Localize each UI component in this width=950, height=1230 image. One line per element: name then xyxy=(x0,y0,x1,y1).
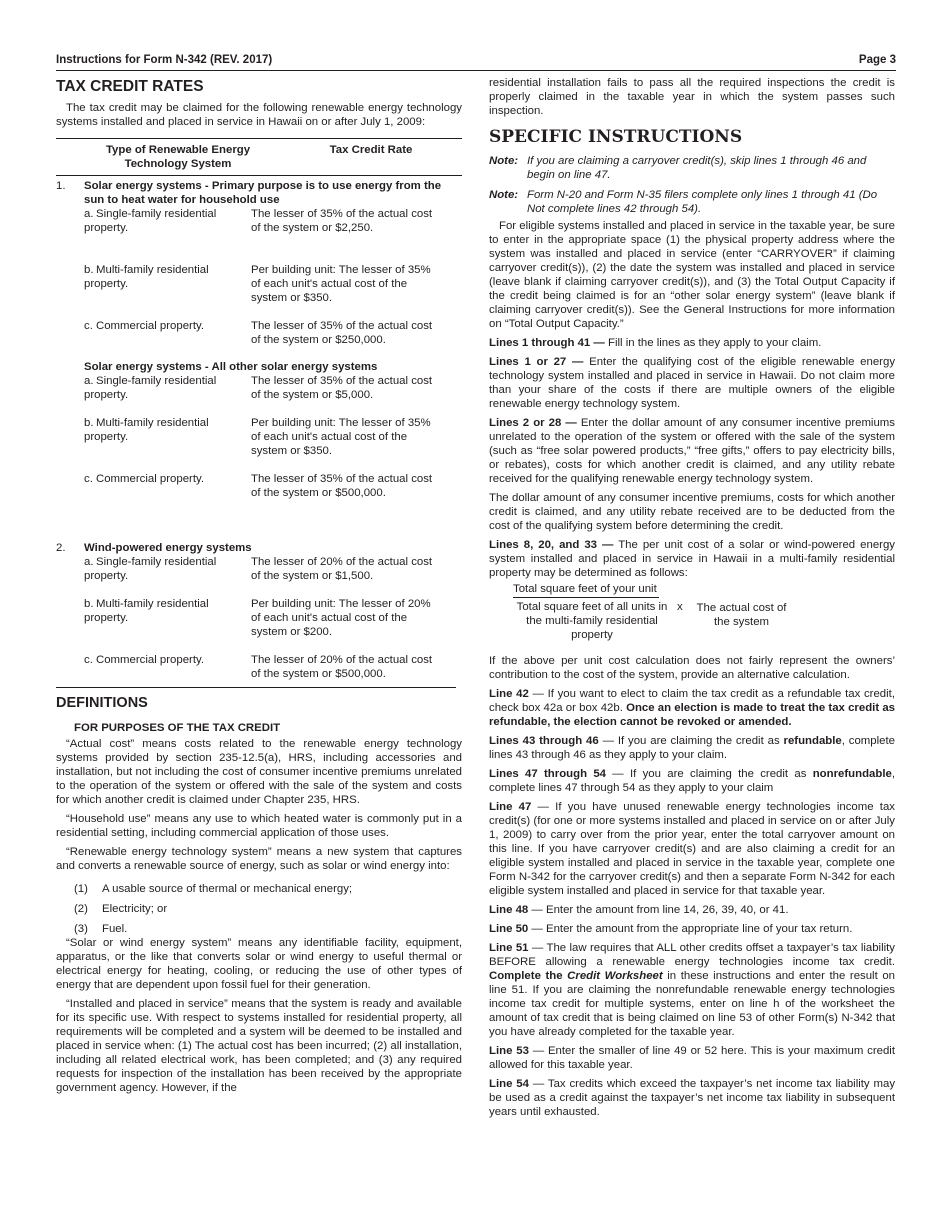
line-emphasis: refundable xyxy=(783,735,842,747)
note-text: Form N-20 and Form N-35 filers complete only lines 1 through 41 (Do Not complete lines 42 through 54). xyxy=(527,189,878,215)
form-title: Instructions for Form N-342 (REV. 2017) xyxy=(56,54,273,66)
line-text: — If you want to elect to claim the tax credit as a refundable tax credit, check box 42a or box 42b. xyxy=(489,688,895,714)
unit-cost-formula xyxy=(489,582,895,644)
line-text: Enter the dollar amount of any consumer incentive premiums unrelated to the operation of the system or offered with the sale of the system (such as “free solar powered products,” “free gifts,” offers to pay electricity bills, or rebates), costs for which another credit is claimed, and any utility rebate received for the qualifying renewable energy technology system. xyxy=(489,417,895,485)
line-label: Lines 47 through 54 xyxy=(489,768,606,780)
line-label: Line 48 xyxy=(489,904,529,916)
rate-group-solar-water xyxy=(56,179,462,347)
row-rate: Per building unit: The lesser of 35% of each unit's actual cost of the system or $350. xyxy=(251,264,431,304)
header-rule xyxy=(56,70,896,71)
note-label: Note: xyxy=(489,155,519,167)
formula-actual-cost: The actual cost of the system xyxy=(696,602,787,628)
page-number: Page 3 xyxy=(858,54,896,66)
def-actual-cost: “Actual cost” means costs related to the renewable energy technology systems provided by section 235-12.5(a), HRS, including accessories and installation, but not including the cost of consumer incentive premiums unrelated to the operation of the system or offered with the sale of the system and costs for which another credit is claimed under Chapter 235, HRS. xyxy=(56,738,462,806)
rate-row xyxy=(56,555,462,583)
line-emphasis: nonrefundable xyxy=(812,768,892,780)
def-renewable-system: “Renewable energy technology system” means a new system that captures and converts a renewable source of energy, such as solar or wind energy into: xyxy=(56,846,462,872)
rates-title: TAX CREDIT RATES xyxy=(56,78,204,95)
line-text: The per unit cost of a solar or wind-powered energy system installed and placed in service in Hawaii in a multi-family residential property may be determined as follows: xyxy=(489,539,895,579)
list-item xyxy=(74,902,462,916)
line-47-54 xyxy=(489,767,895,795)
list-text: Electricity; or xyxy=(102,903,168,915)
specific-title: SPECIFIC INSTRUCTIONS xyxy=(489,127,743,147)
left-column xyxy=(56,76,462,1095)
row-letter: c. xyxy=(84,473,93,485)
group-number: 2. xyxy=(56,542,66,554)
line-text: — Tax credits which exceed the taxpayer’s net income tax liability may be used as a credit against the taxpayer’s net income tax liability in subsequent years until exhausted. xyxy=(489,1078,896,1118)
line-50 xyxy=(489,922,895,936)
list-number: (3) xyxy=(74,923,88,935)
line-label: Lines 8, 20, and 33 — xyxy=(489,539,614,551)
def-solar-wind-system: “Solar or wind energy system” means any identifiable facility, equipment, apparatus, or the like that converts solar or wind energy to useful thermal or electrical energy for heating, cooling, or reducing the use of other types of energy that are dependent upon fossil fuel for their generation. xyxy=(56,937,462,991)
line-label: Lines 1 through 41 — xyxy=(489,337,605,349)
line-label: Lines 2 or 28 — xyxy=(489,417,577,429)
line-text: — Enter the amount from the appropriate line of your tax return. xyxy=(531,923,853,935)
rate-row xyxy=(56,597,462,639)
line-2-28 xyxy=(489,416,895,486)
row-letter: c. xyxy=(84,654,93,666)
line-text: — If you have unused renewable energy technologies income tax credit(s) (for one or more systems installed and placed in service on or after July 1, 2009) to carry over from the prior year, enter the total carryover amount on this line. If you have carryover credit(s) and are also claiming a credit for an eligible system installed and placed in service in the taxable year, complete one Form N-342 for the carryover credit(s) and then a separate Form N-342 for each eligible system installed and placed in service for that taxable year. xyxy=(489,801,895,897)
line-text: — The law requires that ALL other credits offset a taxpayer’s tax liability BEFORE allowing a renewable energy technologies income tax credit. xyxy=(489,942,896,968)
line-emphasis: Once an election is made to treat the tax credit as refundable, the election cannot be revoked or amended. xyxy=(489,702,895,728)
col-header-rate: Tax Credit Rate xyxy=(329,144,413,156)
rate-row xyxy=(56,653,462,681)
line-42 xyxy=(489,687,895,729)
line-text: Enter the qualifying cost of the eligible renewable energy technology system installed and placed in service in Hawaii. Do not claim more than your share of the costs if there are multiple owners of the eligible renewable energy technology system. xyxy=(489,356,896,410)
line-54 xyxy=(489,1077,895,1119)
line-text: — Enter the smaller of line 49 or 52 here. This is your maximum credit allowed for this taxable year. xyxy=(489,1045,896,1071)
definitions-title: DEFINITIONS xyxy=(56,695,148,711)
group-heading: Solar energy systems - Primary purpose is to use energy from the sun to heat water for household use xyxy=(84,180,442,206)
rate-group-solar-other xyxy=(56,360,462,500)
col-header-system: Type of Renewable Energy Technology System xyxy=(105,144,251,170)
row-rate: The lesser of 20% of the actual cost of the system or $1,500. xyxy=(251,556,433,582)
line-text: — If you are claiming the credit as xyxy=(602,735,780,747)
row-label: Multi-family residential property. xyxy=(84,417,209,443)
line-8-20-33 xyxy=(489,538,895,580)
line-label: Lines 43 through 46 xyxy=(489,735,599,747)
line-text: , complete lines 43 through 46 as they apply to your claim. xyxy=(489,735,895,761)
line-text: — If you are claiming the credit as xyxy=(612,768,807,780)
line-text: in these instructions and enter the result on line 51. If you are claiming the nonrefundable renewable energy technologies income tax credit for multiple systems, enter on line h of the worksheet the amount of tax credit that is being claimed on line 53 of other Form(s) N-342 that you have already completed for the taxable year. xyxy=(489,970,896,1038)
rate-row xyxy=(56,472,462,500)
rate-row xyxy=(56,319,462,347)
row-letter: a. xyxy=(84,208,94,220)
rate-row xyxy=(56,416,462,458)
group-heading: Wind-powered energy systems xyxy=(84,542,252,554)
line-text: , complete lines 47 through 54 as they apply to your claim xyxy=(489,768,895,794)
worksheet-name: Credit Worksheet xyxy=(567,970,663,982)
formula-times: x xyxy=(677,601,683,613)
row-rate: Per building unit: The lesser of 35% of each unit's actual cost of the system or $350. xyxy=(251,417,431,457)
list-text: A usable source of thermal or mechanical energy; xyxy=(102,883,353,895)
page-header xyxy=(56,53,896,69)
line-47 xyxy=(489,800,895,898)
list-item xyxy=(74,882,462,896)
table-top-rule xyxy=(56,138,462,139)
list-number: (2) xyxy=(74,903,88,915)
alternative-calculation: If the above per unit cost calculation does not fairly represent the owners’ contribution to the cost of the system, provide an alternative calculation. xyxy=(489,655,895,681)
rate-row xyxy=(56,374,462,402)
row-letter: b. xyxy=(84,598,94,610)
line-label: Line 42 xyxy=(489,688,529,700)
row-label: Multi-family residential property. xyxy=(84,598,209,624)
line-label: Line 47 xyxy=(489,801,532,813)
list-item xyxy=(74,922,462,936)
rate-row xyxy=(56,207,462,235)
line-label: Line 51 xyxy=(489,942,529,954)
definitions-subtitle: FOR PURPOSES OF THE TAX CREDIT xyxy=(74,722,281,734)
row-rate: Per building unit: The lesser of 20% of each unit's actual cost of the system or $200. xyxy=(251,598,431,638)
line-text: Fill in the lines as they apply to your claim. xyxy=(608,337,822,349)
rate-row xyxy=(56,263,462,305)
row-letter: b. xyxy=(84,264,94,276)
row-label: Single-family residential property. xyxy=(84,208,217,234)
note-filers xyxy=(489,188,895,216)
line-label: Line 54 xyxy=(489,1078,529,1090)
row-letter: c. xyxy=(84,320,93,332)
row-label: Commercial property. xyxy=(96,654,205,666)
line-label: Line 53 xyxy=(489,1045,529,1057)
line-1-27 xyxy=(489,355,895,411)
def-installed-placed: “Installed and placed in service” means that the system is ready and available for its specific use. With respect to systems installed for residential property, all requirements will be completed and a system will be deemed to be installed and placed in service when: (1) The actual cost has been incurred; (2) all installation, including all related electrical work, has been completed; and (3) any required requests for inspection of the installation has been received by the appropriate government agency. However, if the xyxy=(56,998,462,1094)
line-text: — Enter the amount from line 14, 26, 39, 40, or 41. xyxy=(531,904,789,916)
rates-intro: The tax credit may be claimed for the following renewable energy technology systems installed and placed in service in Hawaii on or after July 1, 2009: xyxy=(56,102,462,128)
row-rate: The lesser of 35% of the actual cost of the system or $250,000. xyxy=(251,320,433,346)
row-letter: a. xyxy=(84,375,94,387)
row-label: Commercial property. xyxy=(96,320,205,332)
row-rate: The lesser of 35% of the actual cost of the system or $5,000. xyxy=(251,375,433,401)
line-48 xyxy=(489,903,895,917)
line-emphasis: Complete the xyxy=(489,970,563,982)
row-letter: a. xyxy=(84,556,94,568)
formula-denominator: Total square feet of all units in the multi-family residential property xyxy=(516,601,668,641)
row-label: Single-family residential property. xyxy=(84,556,217,582)
line-51 xyxy=(489,941,895,1039)
rate-group-wind xyxy=(56,541,462,681)
specific-intro: For eligible systems installed and placed in service in the taxable year, be sure to enter in the appropriate space (1) the physical property address where the system was installed and placed in service (enter “CARRYOVER” if claiming carryover credit(s)), (2) the date the system was installed and placed in service (leave blank if claiming carryover credit(s)), and (3) the Total Output Capacity if the credit being claimed is for an “other solar energy system” (leave blank if claiming carryover credit(s)). See the General Instructions for more information on “Total Output Capacity.” xyxy=(489,220,895,330)
dollar-amount-paragraph: The dollar amount of any consumer incentive premiums, costs for which another credit is claimed, and any utility rebate received are to be deducted from the cost of the qualifying system before determining the credit. xyxy=(489,492,895,532)
line-43-46 xyxy=(489,734,895,762)
list-number: (1) xyxy=(74,883,88,895)
row-label: Multi-family residential property. xyxy=(84,264,209,290)
list-text: Fuel. xyxy=(102,923,128,935)
group-heading: Solar energy systems - All other solar energy systems xyxy=(84,361,378,373)
note-carryover xyxy=(489,154,895,182)
line-label: Line 50 xyxy=(489,923,529,935)
row-rate: The lesser of 35% of the actual cost of the system or $500,000. xyxy=(251,473,433,499)
row-letter: b. xyxy=(84,417,94,429)
line-label: Lines 1 or 27 — xyxy=(489,356,584,368)
def-household-use: “Household use” means any use to which heated water is commonly put in a residential setting, including commercial application of those uses. xyxy=(56,813,462,839)
table-bottom-rule xyxy=(56,687,456,688)
right-column xyxy=(489,76,895,1119)
group-number: 1. xyxy=(56,180,66,192)
line-53 xyxy=(489,1044,895,1072)
table-header-rule xyxy=(56,175,462,176)
row-label: Single-family residential property. xyxy=(84,375,217,401)
note-label: Note: xyxy=(489,189,519,201)
def-installed-placed-cont: residential installation fails to pass all the required inspections the credit is properly claimed in the taxable year in which the system passes such inspection. xyxy=(489,77,895,117)
row-label: Commercial property. xyxy=(96,473,205,485)
formula-numerator: Total square feet of your unit xyxy=(513,582,659,598)
row-rate: The lesser of 35% of the actual cost of the system or $2,250. xyxy=(251,208,433,234)
note-text: If you are claiming a carryover credit(s), skip lines 1 through 46 and begin on line 47. xyxy=(527,155,867,181)
line-1-41 xyxy=(489,336,895,350)
row-rate: The lesser of 20% of the actual cost of the system or $500,000. xyxy=(251,654,433,680)
rates-table-header xyxy=(56,143,462,171)
